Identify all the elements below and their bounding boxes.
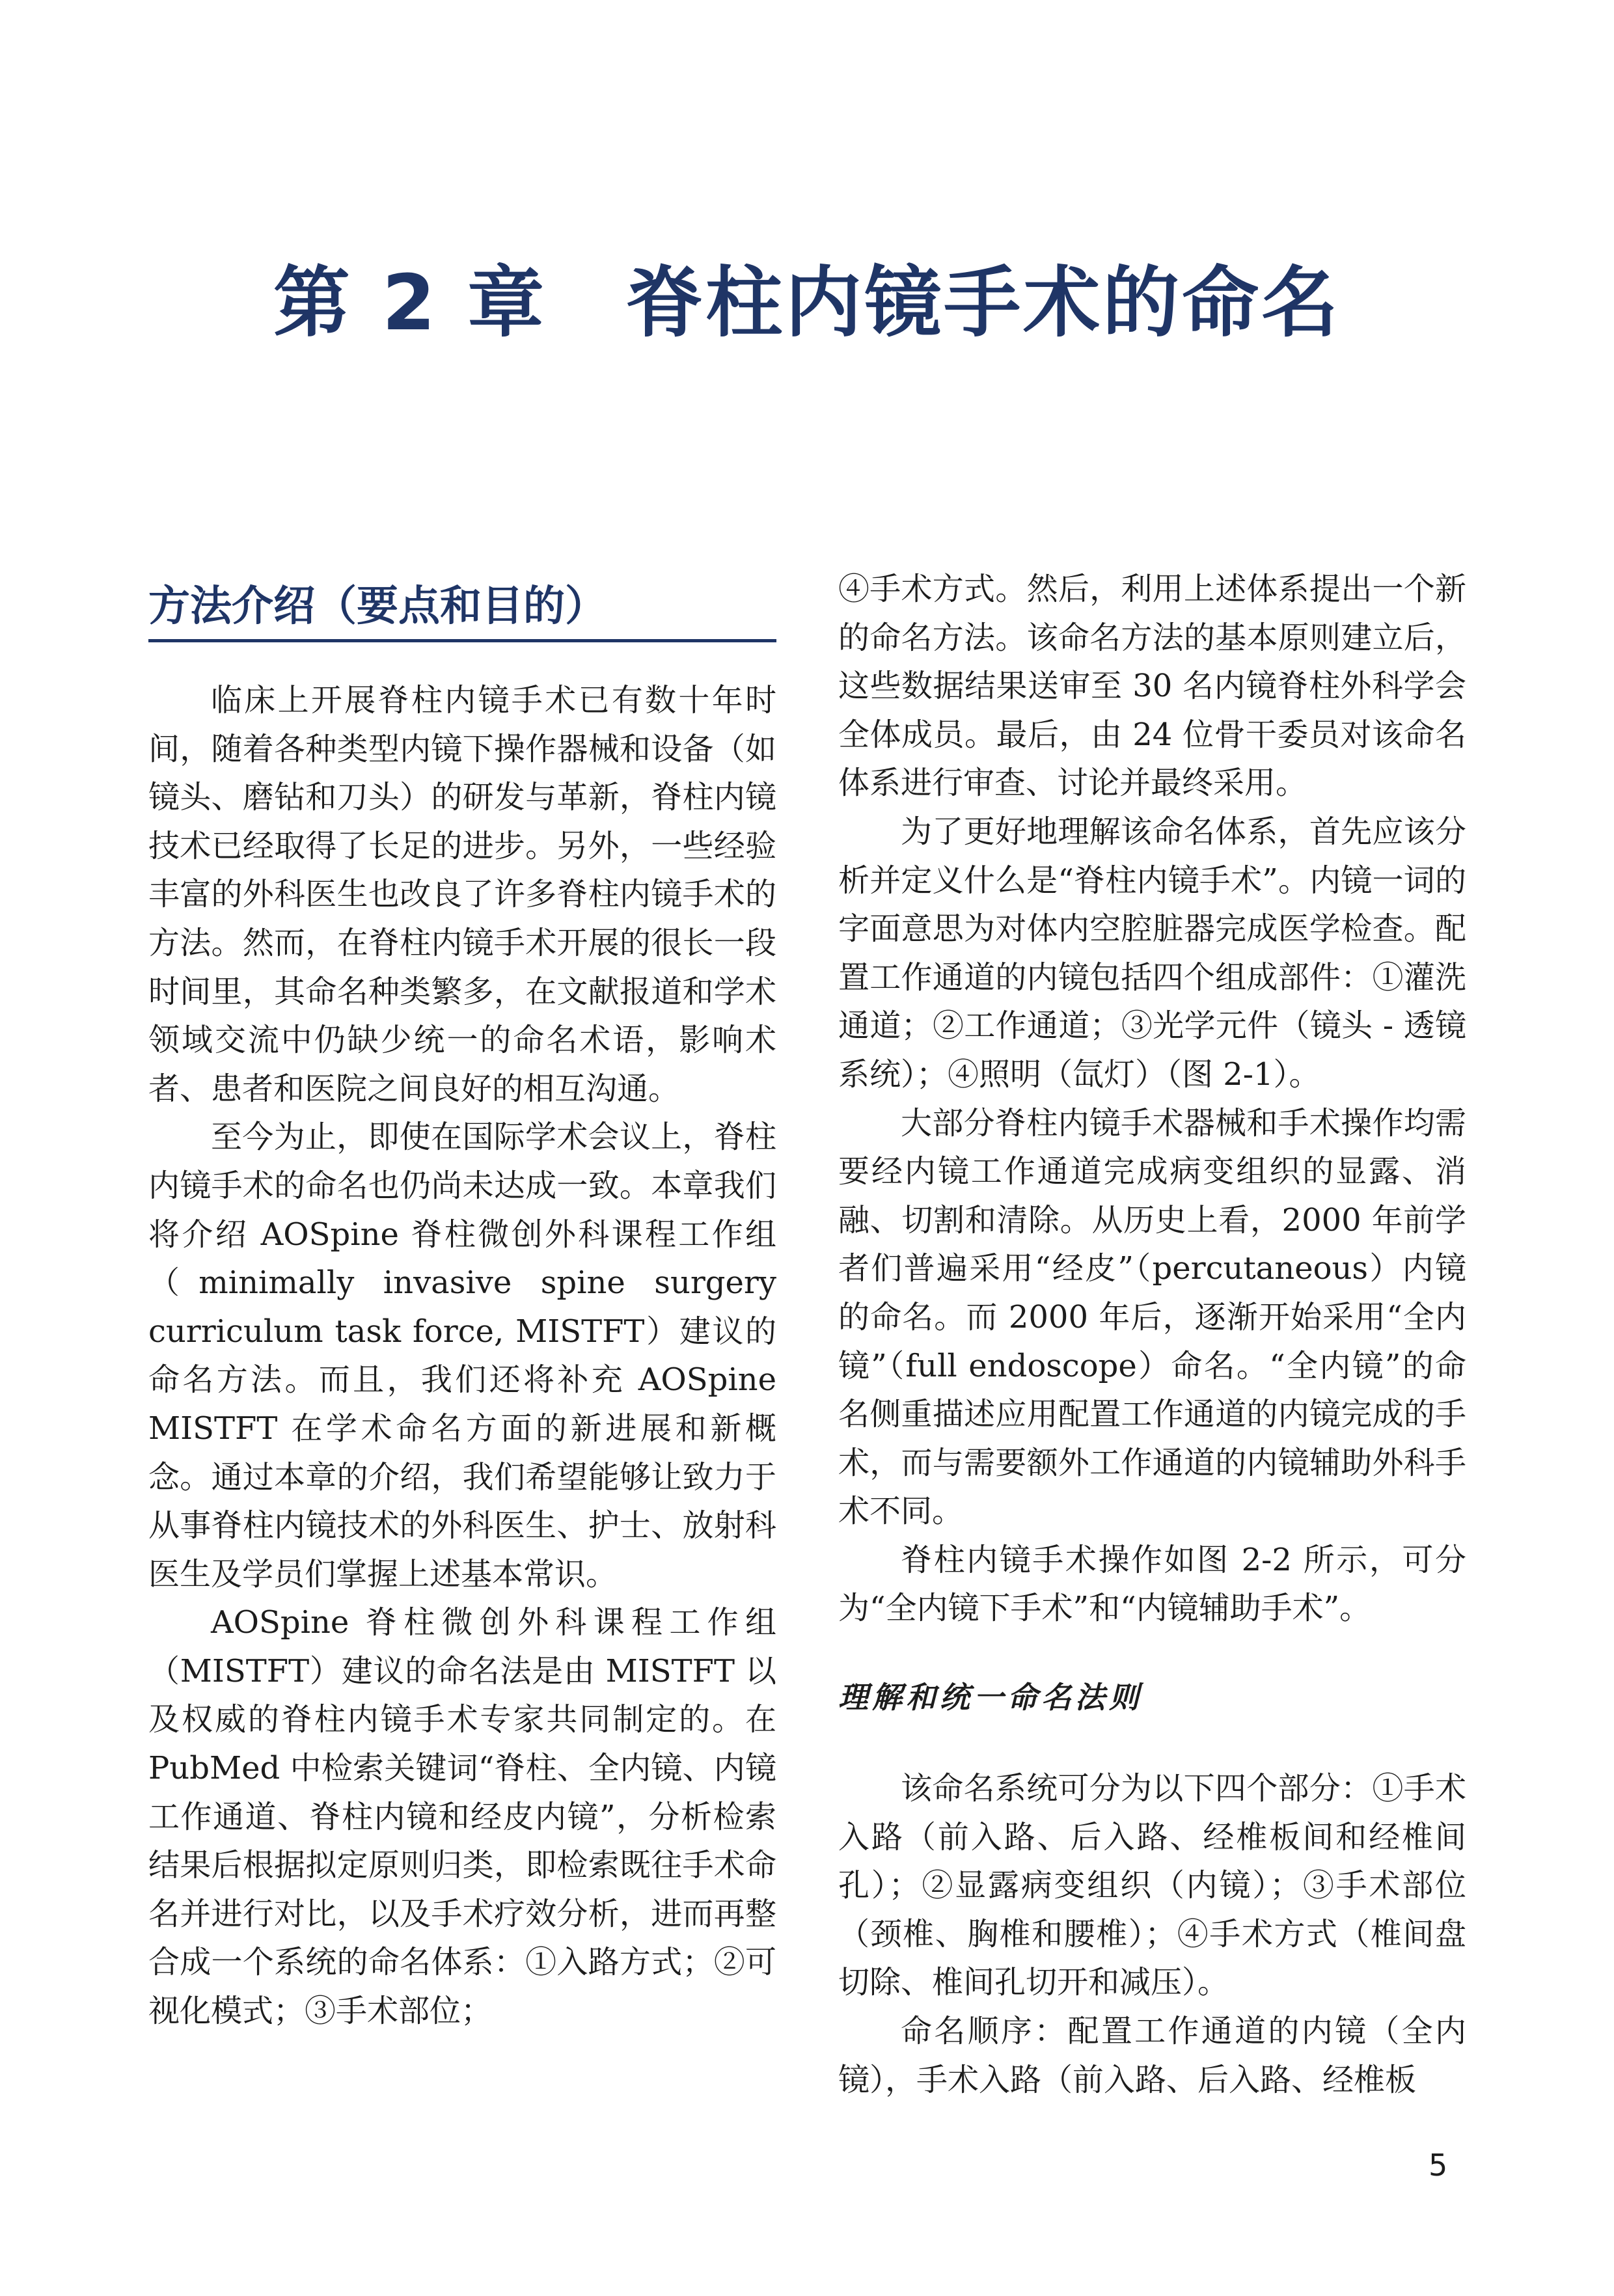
paragraph: 命名顺序：配置工作通道的内镜（全内镜），手术入路（前入路、后入路、经椎板 <box>838 2013 1466 2098</box>
paragraph: 该命名系统可分为以下四个部分：①手术入路（前入路、后入路、经椎板间和经椎间孔）；②显露病变组织（内镜）；③手术部位（颈椎、胸椎和腰椎）；④手术方式（椎间盘切除、椎间孔切开和减压）。 <box>838 1770 1466 2001</box>
paragraph: AOSpine 脊柱微创外科课程工作组（MISTFT）建议的命名法是由 MISTFT 以及权威的脊柱内镜手术专家共同制定的。在 PubMed 中检索关键词“脊柱、全内镜、内镜工作通道、脊柱内镜和经皮内镜”，分析检索结果后根据拟定原则归类，即检索既往手术命名并进行对比，以及手术疗效分析，进而再整合成一个系统的命名体系：①入路方式；②可视化模式；③手术部位； <box>148 1604 776 2030</box>
paragraph: 至今为止，即使在国际学术会议上，脊柱内镜手术的命名也仍尚未达成一致。本章我们将介绍 AOSpine 脊柱微创外科课程工作组（minimally invasive spine surgery curriculum task force, MISTFT）建议的命名方法。而且，我们还将补充 AOSpine MISTFT 在学术命名方面的新进展和新概念。通过本章的介绍，我们希望能够让致力于从事脊柱内镜技术的外科医生、护士、放射科医生及学员们掌握上述基本常识。 <box>148 1119 776 1592</box>
left-column <box>148 565 776 2036</box>
paragraph: 为了更好地理解该命名体系，首先应该分析并定义什么是“脊柱内镜手术”。内镜一词的字面意思为对体内空腔脏器完成医学检查。配置工作通道的内镜包括四个组成部件：①灌洗通道；②工作通道；③光学元件（镜头 - 透镜系统）；④照明（氙灯）（图 2-1）。 <box>838 813 1466 1093</box>
section-heading: 方法介绍（要点和目的） <box>148 582 607 631</box>
page-number: 5 <box>1429 2148 1448 2183</box>
paragraph: 大部分脊柱内镜手术器械和手术操作均需要经内镜工作通道完成病变组织的显露、消融、切割和清除。从历史上看，2000 年前学者们普遍采用“经皮”（percutaneous）内镜的命名。而 2000 年后，逐渐开始采用“全内镜”（full endoscope）命名。“全内镜”的命名侧重描述应用配置工作通道的内镜完成的手术，而与需要额外工作通道的内镜辅助外科手术不同。 <box>838 1104 1466 1530</box>
section-heading-rule <box>148 639 776 642</box>
paragraph: 临床上开展脊柱内镜手术已有数十年时间，随着各种类型内镜下操作器械和设备（如镜头、磨钻和刀头）的研发与革新，脊柱内镜技术已经取得了长足的进步。另外，一些经验丰富的外科医生也改良了许多脊柱内镜手术的方法。然而，在脊柱内镜手术开展的很长一段时间里，其命名种类繁多，在文献报道和学术领域交流中仍缺少统一的命名术语，影响术者、患者和医院之间良好的相互沟通。 <box>148 682 776 1107</box>
paragraph: ④手术方式。然后，利用上述体系提出一个新的命名方法。该命名方法的基本原则建立后，这些数据结果送审至 30 名内镜脊柱外科学会全体成员。最后，由 24 位骨干委员对该命名体系进行审查、讨论并最终采用。 <box>838 571 1466 802</box>
chapter-title: 第 2 章 脊柱内镜手术的命名 <box>273 258 1341 348</box>
right-column <box>838 565 1466 2104</box>
subsection-heading: 理解和统一命名法则 <box>838 1680 1143 1715</box>
paragraph: 脊柱内镜手术操作如图 2-2 所示，可分为“全内镜下手术”和“内镜辅助手术”。 <box>838 1541 1466 1627</box>
